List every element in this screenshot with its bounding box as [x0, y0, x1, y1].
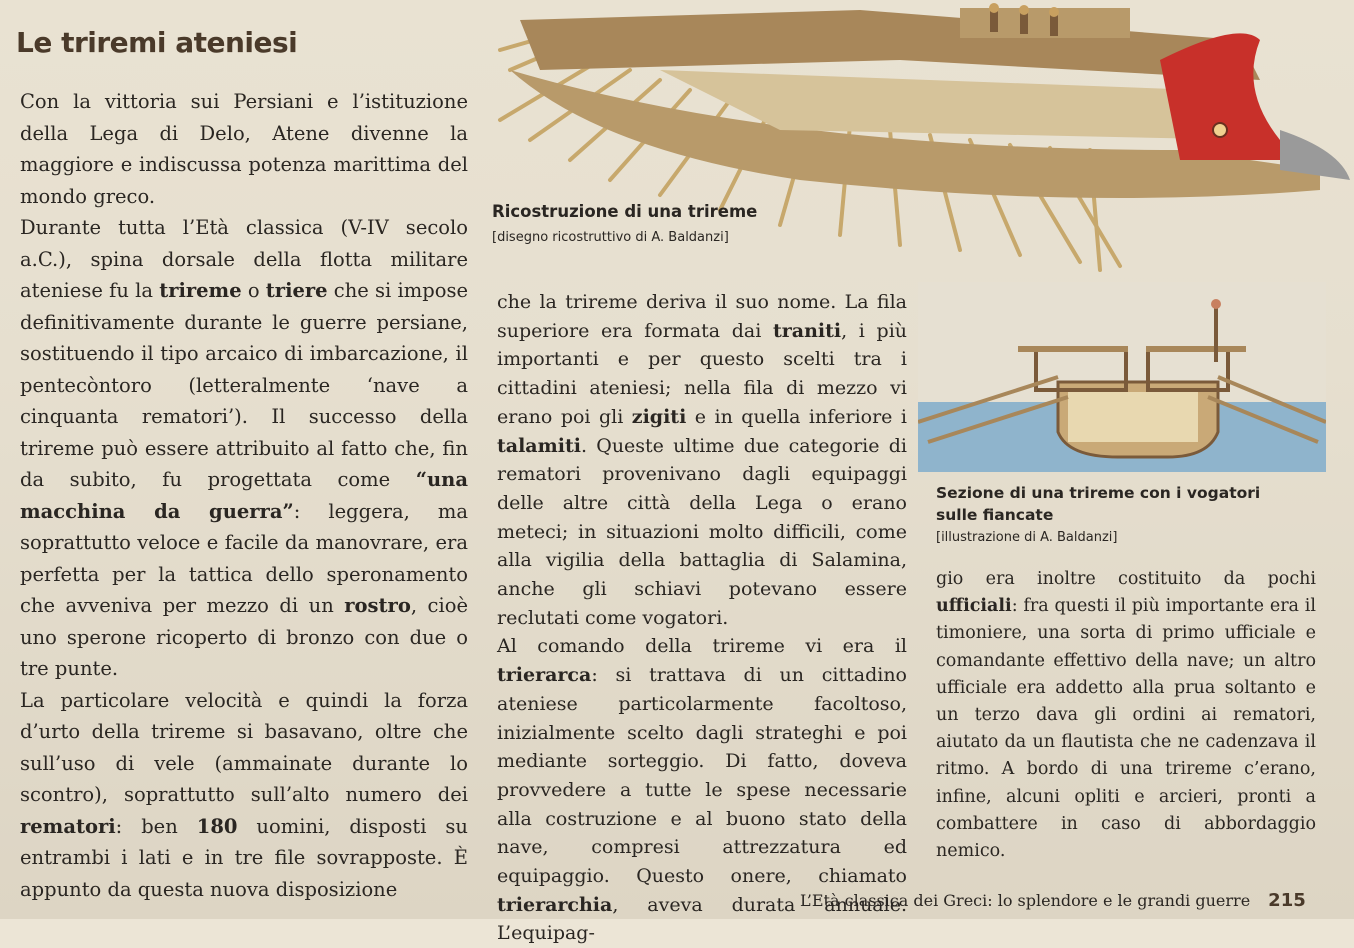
keyword-trierarchia: trierarchia	[497, 893, 613, 916]
text-span: La particolare velocità e quindi la forza d’urto della trireme si basavano, oltre che sull’uso di vele (ammainate durante lo scontro), soprattutto sull’alto numero dei	[20, 688, 468, 806]
figure2-credit: [illustrazione di A. Baldanzi]	[936, 530, 1118, 545]
text-span: Durante tutta l’Età classica (V-IV secolo a.C.), spina dorsale della flotta militare ateniese fu la	[20, 216, 468, 302]
text-span: : leggera, ma soprattutto veloce e facile da manovrare, era perfetta per la tattica dello speronamento che avveniva per mezzo di un	[20, 499, 468, 617]
text-span: gio era inoltre costituito da pochi	[936, 569, 1316, 589]
text-span: , i più importanti e per questo scelti tra i cittadini ateniesi; nella fila di mezzo vi erano poi gli	[497, 319, 908, 428]
trireme-section-illustration	[918, 282, 1326, 472]
text-span: che si impose definitivamente durante le guerre persiane, sostituendo il tipo arcaico di imbarcazione, il pentecòntoro (letteralmente ‘nave a cinquanta rematori’). Il successo della trireme può essere attribuito al fatto che, fin da subito, fu progettata come	[20, 279, 468, 491]
keyword-zigiti: zigiti	[631, 405, 687, 428]
keyword-macchina-da-guerra: “una macchina da guerra”	[20, 468, 468, 523]
paragraph-file-rematori	[497, 288, 907, 632]
keyword-talamiti: talamiti	[497, 434, 581, 457]
page-footer	[800, 890, 1306, 911]
figure2-caption-line2: sulle fiancate	[936, 506, 1054, 524]
page-title: Le triremi ateniesi	[16, 26, 298, 59]
paragraph-trireme	[20, 212, 468, 685]
text-span: : si trattava di un cittadino ateniese particolarmente facoltoso, inizialmente scelto dagli strateghi e poi mediante sorteggio. Di fatto, doveva provvedere a tutte le spese necessarie alla costruzione e al buono stato della nave, compresi attrezzatura ed equipaggio. Questo onere, chiamato	[497, 664, 907, 888]
running-title: L’Età classica dei Greci: lo splendore e le grandi guerre	[800, 891, 1251, 910]
page-number: 215	[1268, 890, 1306, 911]
keyword-rostro: rostro	[344, 594, 411, 617]
text-span: : ben	[115, 814, 197, 838]
text-span: Al comando della trireme vi era il	[497, 635, 907, 658]
keyword-traniti: traniti	[773, 319, 842, 342]
keyword-triere: triere	[265, 279, 328, 302]
text-span: . Queste ultime due categorie di rematori provenivano dagli equipaggi delle altre città della Lega o erano meteci; in situazioni molto difficili, come alla vigilia della battaglia di Salamina, anche gli schiavi potevano essere reclutati come vogatori.	[497, 434, 907, 629]
main-text-column-3	[936, 566, 1316, 865]
text-span: : fra questi il più importante era il timoniere, una sorta di primo ufficiale e comandante effettivo della nave; un altro ufficiale era addetto alla prua soltanto e un terzo dava gli ordini ai rematori, aiutato da un flautista che ne cadenzava il ritmo. A bordo di una trireme c’erano, infine, alcuni opliti e arcieri, pronti a combattere in caso di abbordaggio nemico.	[936, 596, 1316, 862]
keyword-trierarca: trierarca	[497, 664, 592, 687]
main-text-column-2	[497, 288, 907, 948]
text-span: uomini, disposti su entrambi i lati e in tre file sovrapposte. È appunto da questa nuova disposizione	[20, 814, 468, 901]
paragraph-ufficiali	[936, 566, 1316, 865]
paragraph-intro: Con la vittoria sui Persiani e l’istituzione della Lega di Delo, Atene divenne la maggiore e indiscussa potenza marittima del mondo greco.	[20, 90, 468, 208]
keyword-ufficiali: ufficiali	[936, 596, 1012, 617]
text-span: , aveva durata annuale. L’equipag-	[497, 893, 907, 945]
figure1-caption: Ricostruzione di una trireme	[492, 202, 758, 221]
text-span: che la trireme deriva il suo nome. La fila superiore era formata dai	[497, 291, 907, 342]
figure1-credit: [disegno ricostruttivo di A. Baldanzi]	[492, 230, 729, 245]
paragraph-rematori	[20, 685, 468, 906]
keyword-trireme: trireme	[159, 279, 242, 302]
text-span: , cioè uno sperone ricoperto di bronzo con due o tre punte.	[20, 594, 468, 680]
text-span: e in quella inferiore i	[686, 405, 907, 428]
text-span: o	[241, 279, 266, 302]
main-text-column-1	[20, 86, 468, 905]
keyword-rematori: rematori	[20, 814, 116, 838]
keyword-180: 180	[196, 814, 238, 838]
figure2-caption-line1: Sezione di una trireme con i vogatori	[936, 484, 1261, 502]
